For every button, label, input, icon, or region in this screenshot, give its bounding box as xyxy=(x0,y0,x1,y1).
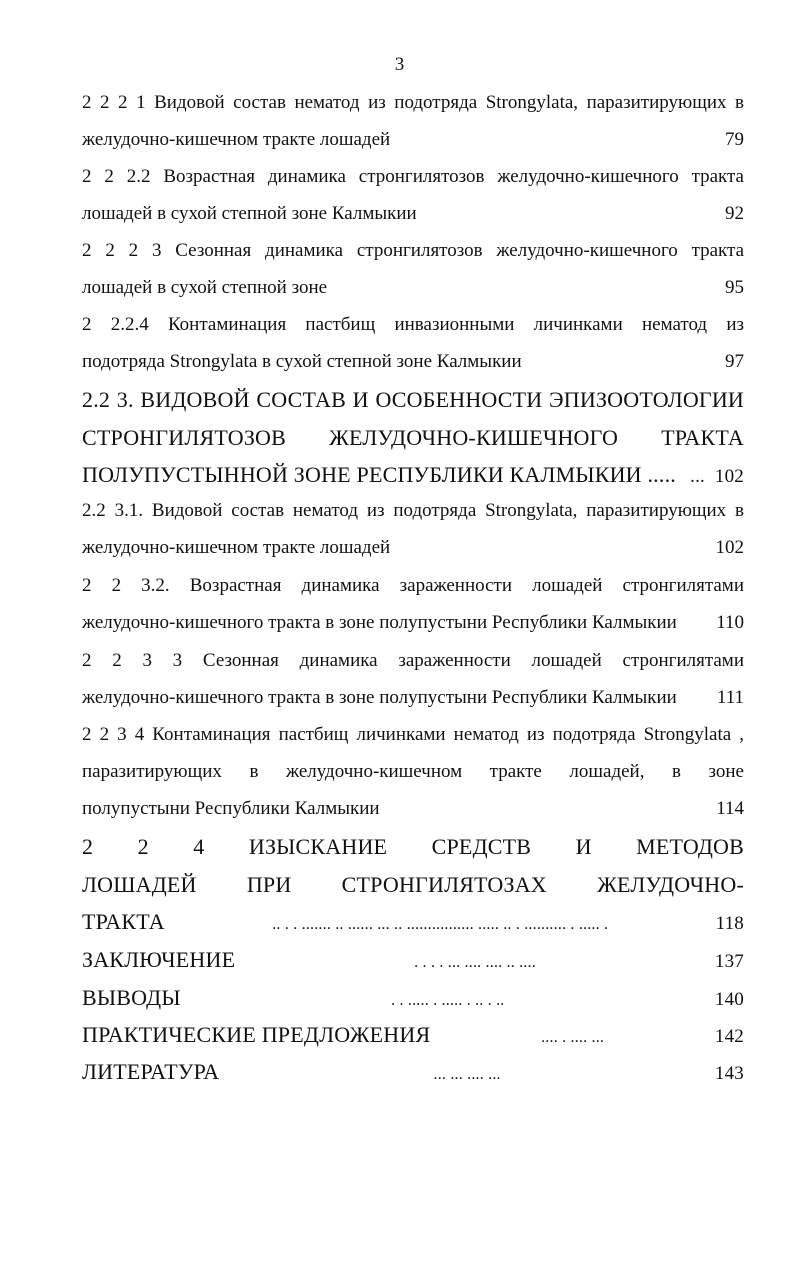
toc-entry-2224-line2 xyxy=(82,350,744,374)
toc-section-224-line2: ЛОШАДЕЙ ПРИ СТРОНГИЛЯТОЗАХ ЖЕЛУДОЧНО- xyxy=(82,872,744,897)
toc-entry-text: ЛИТЕРАТУРА xyxy=(82,1059,220,1084)
toc-leader-dots: .... . .... ... xyxy=(541,1029,605,1046)
toc-entry-2221-line2 xyxy=(82,128,744,152)
toc-practical-proposals xyxy=(82,1021,744,1052)
toc-page-number: 111 xyxy=(716,687,744,708)
toc-entry-2231-line1: 2.2 3.1. Видовой состав нематод из подотряда Strongylata, паразитирующих в xyxy=(82,500,744,521)
toc-entry-text: ТРАКТА xyxy=(82,909,165,934)
toc-page-number: 140 xyxy=(714,989,744,1010)
toc-page-number: 102 xyxy=(715,537,744,558)
toc-leader-dots: ... ... .... ... xyxy=(433,1066,501,1083)
toc-leader-dots: ... xyxy=(690,466,705,487)
toc-leader-dots: .. . . ....... .. ...... ... .. ................ ..... .. . .......... . ..... . xyxy=(272,916,609,933)
toc-entry-text: желудочно-кишечного тракта в зоне полупустыни Республики Калмыкии xyxy=(82,612,677,633)
toc-entry-text: желудочно-кишечном тракте лошадей xyxy=(82,537,391,558)
toc-entry-text: ПРАКТИЧЕСКИЕ ПРЕДЛОЖЕНИЯ xyxy=(82,1022,431,1047)
toc-section-223-line2: СТРОНГИЛЯТОЗОВ ЖЕЛУДОЧНО-КИШЕЧНОГО ТРАКТА xyxy=(82,425,744,450)
toc-entry-2223-line1: 2 2 2 3 Сезонная динамика стронгилятозов желудочно-кишечного тракта xyxy=(82,240,744,261)
toc-page-number: 97 xyxy=(725,351,744,372)
toc-section-224-line1: 2 2 4 ИЗЫСКАНИЕ СРЕДСТВ И МЕТОДОВ xyxy=(82,834,744,859)
toc-entry-2232-line2 xyxy=(82,611,744,635)
toc-entry-text: лошадей в сухой степной зоне Калмыкии xyxy=(82,203,417,224)
toc-page-number: 110 xyxy=(716,612,744,633)
toc-page-number: 79 xyxy=(725,129,744,150)
toc-entry-text: полупустыни Республики Калмыкии xyxy=(82,798,380,819)
toc-entry-text: ЗАКЛЮЧЕНИЕ xyxy=(82,947,236,972)
toc-entry-2233-line2 xyxy=(82,686,744,710)
toc-entry-text: лошадей в сухой степной зоне xyxy=(82,277,328,298)
toc-page-number: 114 xyxy=(716,798,744,819)
toc-entry-text: желудочно-кишечного тракта в зоне полупустыни Республики Калмыкии xyxy=(82,687,677,708)
toc-page-number: 142 xyxy=(714,1026,744,1047)
toc-entry-2234-line3 xyxy=(82,797,744,821)
toc-section-224-line3 xyxy=(82,908,744,939)
toc-page-number: 118 xyxy=(715,913,744,934)
toc-entry-2224-line1: 2 2.2.4 Контаминация пастбищ инвазионными личинками нематод из xyxy=(82,314,744,335)
toc-section-223-line1: 2.2 3. ВИДОВОЙ СОСТАВ И ОСОБЕННОСТИ ЭПИЗООТОЛОГИИ xyxy=(82,387,744,412)
toc-entry-2223-line2 xyxy=(82,276,744,300)
toc-section-223-line3 xyxy=(82,461,744,491)
toc-page-ref xyxy=(690,463,744,491)
toc-leader-dots: . . . . ... .... .... .. .... xyxy=(414,954,536,971)
toc-page-number: 137 xyxy=(714,951,744,972)
page-number: 3 xyxy=(394,54,405,75)
toc-literature xyxy=(82,1058,744,1089)
toc-entry-text: подотряда Strongylata в сухой степной зоне Калмыкии xyxy=(82,351,522,372)
toc-page-number: 143 xyxy=(714,1063,744,1084)
toc-entry-2234-line1: 2 2 3 4 Контаминация пастбищ личинками нематод из подотряда Strongylata , xyxy=(82,724,744,745)
toc-entry-2221-line1: 2 2 2 1 Видовой состав нематод из подотряда Strongylata, паразитирующих в xyxy=(82,92,744,113)
toc-entry-text: желудочно-кишечном тракте лошадей xyxy=(82,129,391,150)
toc-entry-text: ВЫВОДЫ xyxy=(82,985,181,1010)
toc-leader-dots: . . ..... . ..... . .. . .. xyxy=(391,992,505,1009)
toc-findings xyxy=(82,984,744,1015)
toc-conclusion xyxy=(82,946,744,977)
toc-entry-2232-line1: 2 2 3.2. Возрастная динамика зараженности лошадей стронгилятами xyxy=(82,575,744,596)
toc-entry-2233-line1: 2 2 3 3 Сезонная динамика зараженности лошадей стронгилятами xyxy=(82,650,744,671)
toc-entry-2231-line2 xyxy=(82,536,744,560)
toc-entry-2222-line1: 2 2 2.2 Возрастная динамика стронгилятозов желудочно-кишечного тракта xyxy=(82,166,744,187)
toc-entry-2234-line2: паразитирующих в желудочно-кишечном тракте лошадей, в зоне xyxy=(82,761,744,782)
toc-page-number: 95 xyxy=(725,277,744,298)
toc-page-number: 92 xyxy=(725,203,744,224)
toc-entry-text: ПОЛУПУСТЫННОЙ ЗОНЕ РЕСПУБЛИКИ КАЛМЫКИИ ..... xyxy=(82,462,676,487)
toc-entry-2222-line2 xyxy=(82,202,744,226)
toc-page-number: 102 xyxy=(714,466,744,487)
